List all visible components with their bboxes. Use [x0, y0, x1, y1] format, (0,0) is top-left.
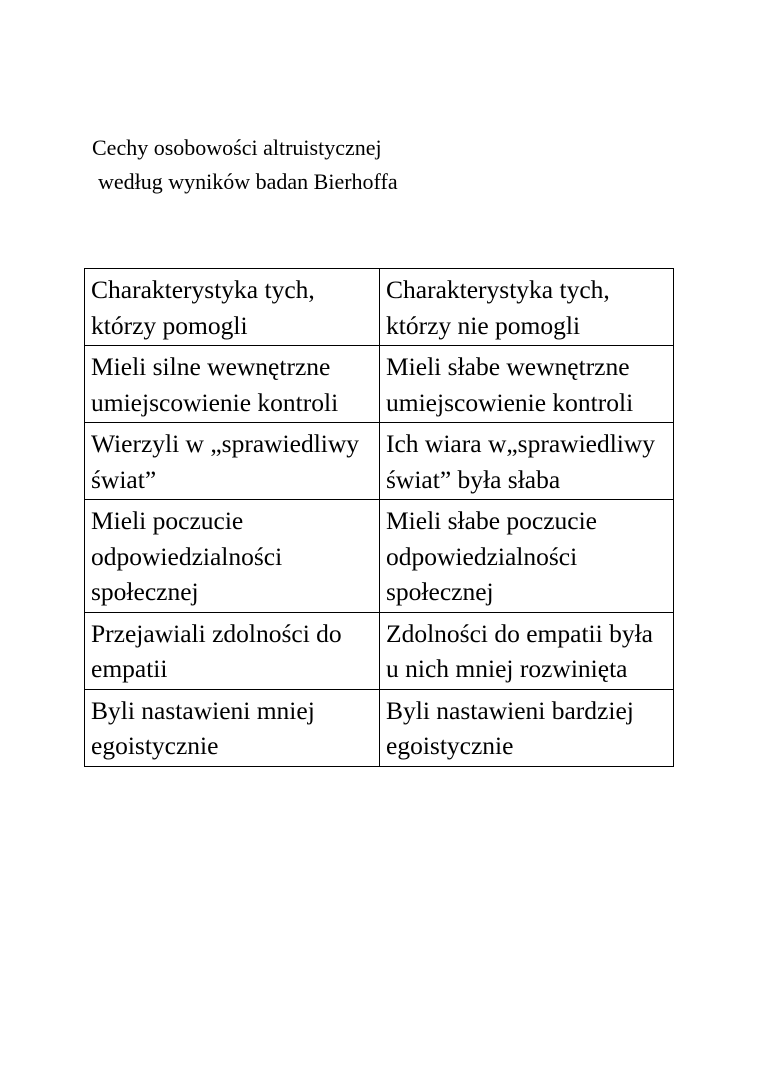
title-line-1: Cechy osobowości altruistycznej	[92, 135, 382, 160]
header-cell-helpers: Charakterystyka tych, którzy pomogli	[85, 269, 380, 346]
table-row	[85, 500, 674, 613]
table-row	[85, 689, 674, 766]
table-cell: Byli nastawieni bardziej egoistycznie	[380, 689, 674, 766]
table-header-row	[85, 269, 674, 346]
table-cell: Mieli słabe wewnętrzne umiejscowienie kontroli	[380, 346, 674, 423]
table-cell: Wierzyli w „sprawiedliwy świat”	[85, 423, 380, 500]
table-cell: Mieli silne wewnętrzne umiejscowienie kontroli	[85, 346, 380, 423]
table-cell: Mieli słabe poczucie odpowiedzialności społecznej	[380, 500, 674, 613]
title-line-2: według wyników badan Bierhoffa	[98, 169, 398, 194]
table-row	[85, 346, 674, 423]
table-cell: Ich wiara w„sprawiedliwy świat” była słaba	[380, 423, 674, 500]
table-row	[85, 612, 674, 689]
table-cell: Byli nastawieni mniej egoistycznie	[85, 689, 380, 766]
table-cell: Zdolności do empatii była u nich mniej rozwinięta	[380, 612, 674, 689]
table-row	[85, 423, 674, 500]
table-cell: Przejawiali zdolności do empatii	[85, 612, 380, 689]
header-cell-non-helpers: Charakterystyka tych, którzy nie pomogli	[380, 269, 674, 346]
traits-comparison-table	[84, 268, 674, 767]
table-cell: Mieli poczucie odpowiedzialności społecznej	[85, 500, 380, 613]
document-title	[92, 131, 652, 199]
